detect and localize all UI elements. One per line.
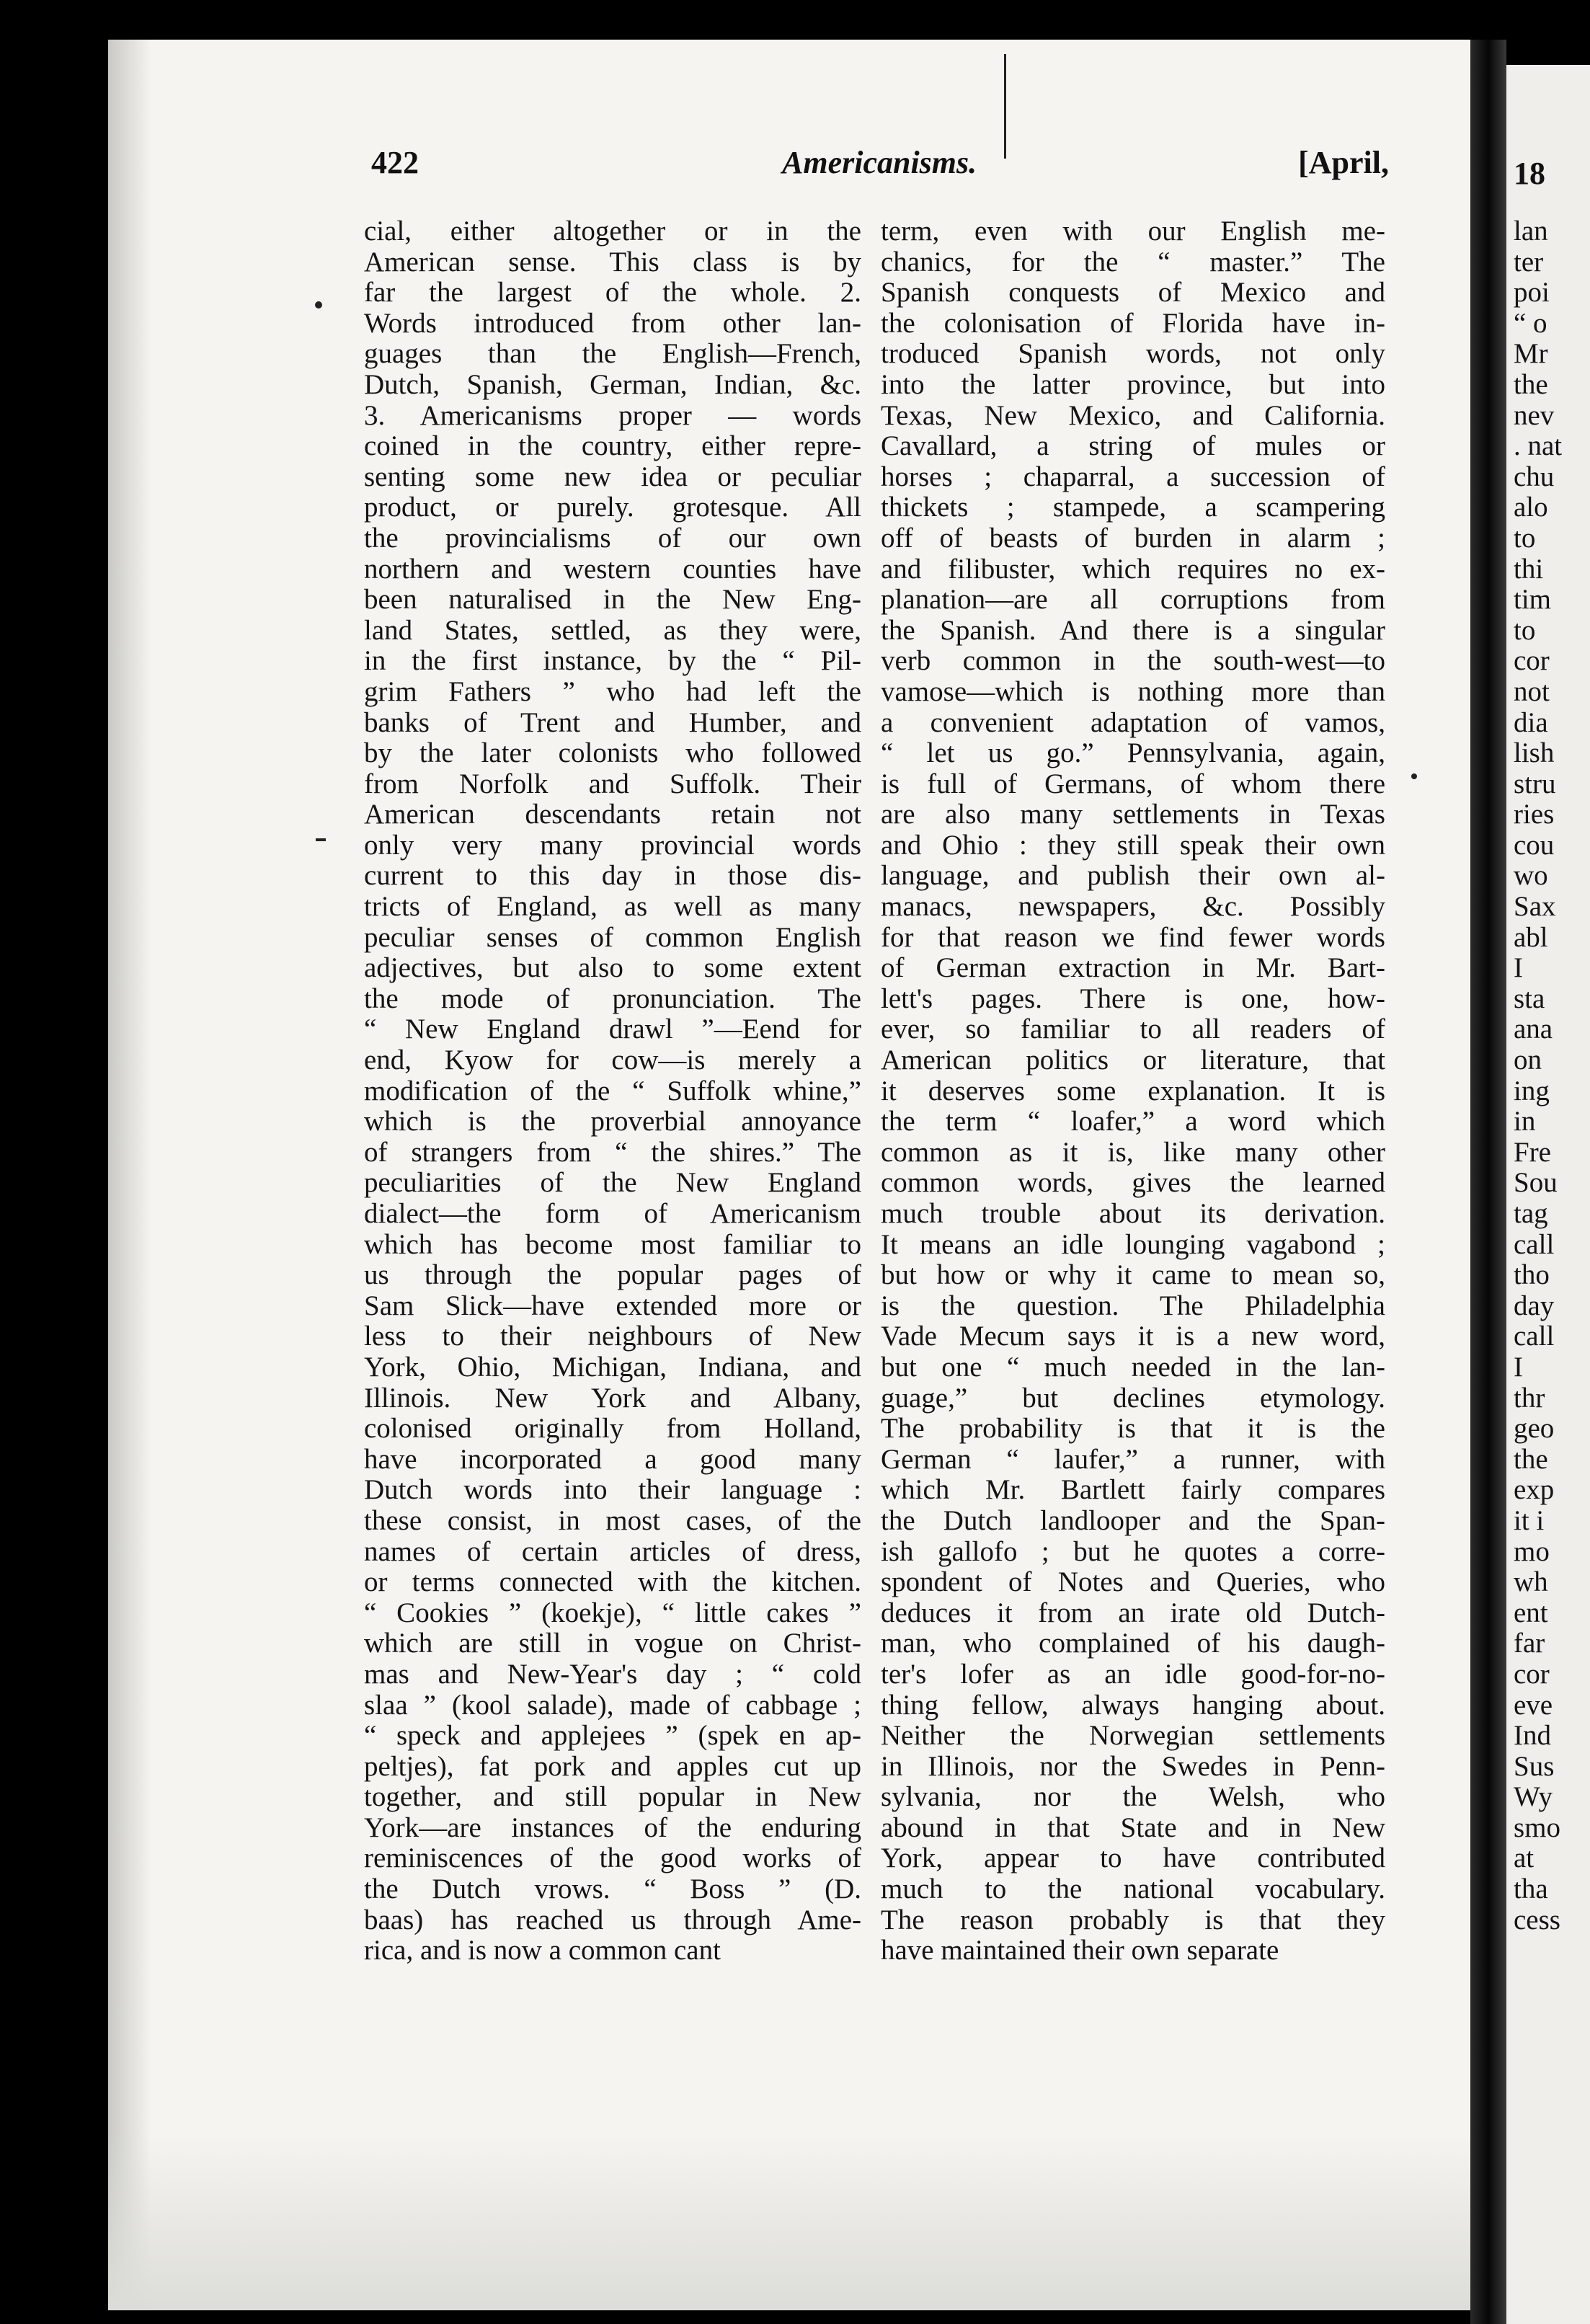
text-line: common as it is, like many other xyxy=(881,1137,1385,1168)
text-line: Spanish conquests of Mexico and xyxy=(881,278,1385,309)
text-line: far the largest of the whole. 2. xyxy=(364,278,861,309)
text-line: tag xyxy=(1514,1198,1548,1229)
gutter-line xyxy=(1004,54,1006,159)
text-line: baas) has reached us through Ame- xyxy=(364,1904,861,1935)
header-month: [April, xyxy=(1298,145,1389,180)
text-line: Neither the Norwegian settlements xyxy=(881,1721,1385,1752)
text-line: to xyxy=(1514,522,1536,554)
text-line: “ o xyxy=(1514,307,1547,339)
text-line: It means an idle lounging vagabond ; xyxy=(881,1229,1385,1260)
text-line: the Dutch landlooper and the Span- xyxy=(881,1505,1385,1536)
text-line: land States, settled, as they were, xyxy=(364,615,861,646)
facing-page-header: 18 xyxy=(1514,156,1545,191)
text-line: slaa ” (kool salade), made of cabbage ; xyxy=(364,1690,861,1721)
text-line: verb common in the south-west—to xyxy=(881,646,1385,677)
text-line: call xyxy=(1514,1228,1555,1260)
text-line: from Norfolk and Suffolk. Their xyxy=(364,768,861,799)
text-line: the Spanish. And there is a singular xyxy=(881,615,1385,646)
text-line: American sense. This class is by xyxy=(364,247,861,278)
text-line: Dutch, Spanish, German, Indian, &c. xyxy=(364,369,861,400)
text-line: German “ laufer,” a runner, with xyxy=(881,1444,1385,1475)
text-line: and filibuster, which requires no ex- xyxy=(881,554,1385,585)
text-line: York, Ohio, Michigan, Indiana, and xyxy=(364,1352,861,1383)
text-line: thi xyxy=(1514,553,1544,585)
text-line: been naturalised in the New Eng- xyxy=(364,585,861,616)
text-line: abl xyxy=(1514,921,1548,953)
text-line: the Dutch vrows. “ Boss ” (D. xyxy=(364,1874,861,1905)
text-line: the term “ loafer,” a word which xyxy=(881,1106,1385,1137)
text-line: day xyxy=(1514,1290,1555,1321)
text-line: ing xyxy=(1514,1075,1550,1106)
text-line: mo xyxy=(1514,1535,1550,1567)
text-line: 3. Americanisms proper — words xyxy=(364,400,861,431)
text-line: Sam Slick—have extended more or xyxy=(364,1290,861,1321)
text-line: thr xyxy=(1514,1382,1545,1414)
text-line: much trouble about its derivation. xyxy=(881,1199,1385,1229)
text-line: language, and publish their own al- xyxy=(881,861,1385,892)
text-line: Sax xyxy=(1514,891,1556,923)
text-line: horses ; chaparral, a succession of xyxy=(881,461,1385,492)
text-line: it deserves some explanation. It is xyxy=(881,1075,1385,1106)
text-line: planation—are all corruptions from xyxy=(881,585,1385,616)
text-line: . nat xyxy=(1514,430,1563,462)
text-line: the provincialisms of our own xyxy=(364,523,861,554)
running-title: Americanisms. xyxy=(782,145,977,180)
text-line: off of beasts of burden in alarm ; xyxy=(881,523,1385,554)
text-line: lan xyxy=(1514,216,1548,247)
text-line: cess xyxy=(1514,1904,1560,1935)
text-line: modification of the “ Suffolk whine,” xyxy=(364,1075,861,1106)
page-bottom-margin xyxy=(108,2134,1470,2310)
text-line: mas and New-Year's day ; “ cold xyxy=(364,1659,861,1690)
text-line: ish gallofo ; but he quotes a corre- xyxy=(881,1536,1385,1567)
text-line: into the latter province, but into xyxy=(881,369,1385,400)
text-line: “ Cookies ” (koekje), “ little cakes ” xyxy=(364,1597,861,1628)
text-line: a convenient adaptation of vamos, xyxy=(881,707,1385,738)
text-line: Illinois. New York and Albany, xyxy=(364,1383,861,1414)
text-line: the colonisation of Florida have in- xyxy=(881,308,1385,339)
text-line: adjectives, but also to some extent xyxy=(364,953,861,984)
text-line: peltjes), fat pork and apples cut up xyxy=(364,1751,861,1782)
text-line: “ let us go.” Pennsylvania, again, xyxy=(881,738,1385,769)
text-line: peculiar senses of common English xyxy=(364,922,861,953)
text-line: Dutch words into their language : xyxy=(364,1475,861,1506)
text-line: Ind xyxy=(1514,1720,1551,1752)
text-line: The reason probably is that they xyxy=(881,1904,1385,1935)
text-line: I xyxy=(1514,952,1523,984)
text-line: Words introduced from other lan- xyxy=(364,308,861,339)
margin-dash xyxy=(316,838,326,841)
text-line: which has become most familiar to xyxy=(364,1229,861,1260)
book-spine xyxy=(1470,40,1506,2324)
text-line: chu xyxy=(1514,461,1555,492)
text-line: lish xyxy=(1514,737,1555,769)
text-line: Vade Mecum says it is a new word, xyxy=(881,1321,1385,1352)
text-line: ter's lofer as an idle good-for-no- xyxy=(881,1659,1385,1690)
text-line: names of certain articles of dress, xyxy=(364,1536,861,1567)
text-line: wh xyxy=(1514,1566,1548,1598)
text-line: tim xyxy=(1514,584,1552,616)
text-line: nev xyxy=(1514,399,1555,431)
text-line: deduces it from an irate old Dutch- xyxy=(881,1597,1385,1628)
middle-text-column xyxy=(881,216,1385,1966)
text-line: product, or purely. grotesque. All xyxy=(364,492,861,523)
text-line: these consist, in most cases, of the xyxy=(364,1505,861,1536)
text-line: call xyxy=(1514,1321,1555,1352)
text-line: are also many settlements in Texas xyxy=(881,799,1385,830)
text-line: man, who complained of his daugh- xyxy=(881,1628,1385,1659)
text-line: ter xyxy=(1514,246,1544,278)
text-line: guage,” but declines etymology. xyxy=(881,1383,1385,1414)
text-line: us through the popular pages of xyxy=(364,1260,861,1291)
text-line: it i xyxy=(1514,1504,1545,1536)
text-line: term, even with our English me- xyxy=(881,216,1385,247)
text-line: have incorporated a good many xyxy=(364,1444,861,1475)
margin-dot xyxy=(1411,773,1417,779)
text-line: chanics, for the “ master.” The xyxy=(881,247,1385,278)
text-line: is full of Germans, of whom there xyxy=(881,768,1385,799)
text-line: vamose—which is nothing more than xyxy=(881,676,1385,707)
text-line: manacs, newspapers, &c. Possibly xyxy=(881,892,1385,923)
text-line: cou xyxy=(1514,829,1555,861)
text-line: York—are instances of the enduring xyxy=(364,1812,861,1843)
text-line: at xyxy=(1514,1842,1535,1874)
text-line: far xyxy=(1514,1628,1545,1659)
text-line: eve xyxy=(1514,1689,1553,1721)
text-line: the mode of pronunciation. The xyxy=(364,983,861,1014)
text-line: thing fellow, always hanging about. xyxy=(881,1690,1385,1721)
text-line: Mr xyxy=(1514,338,1548,370)
text-line: common words, gives the learned xyxy=(881,1168,1385,1199)
left-text-column xyxy=(364,216,861,1966)
text-line: much to the national vocabulary. xyxy=(881,1874,1385,1905)
text-line: which is the proverbial annoyance xyxy=(364,1106,861,1137)
text-line: or terms connected with the kitchen. xyxy=(364,1567,861,1598)
text-line: American descendants retain not xyxy=(364,799,861,830)
text-line: cor xyxy=(1514,1658,1550,1690)
text-line: spondent of Notes and Queries, who xyxy=(881,1567,1385,1598)
text-line: together, and still popular in New xyxy=(364,1782,861,1813)
text-line: tho xyxy=(1514,1259,1550,1291)
text-line: only very many provincial words xyxy=(364,830,861,861)
text-line: geo xyxy=(1514,1413,1555,1445)
text-line: peculiarities of the New England xyxy=(364,1168,861,1199)
text-line: The probability is that it is the xyxy=(881,1414,1385,1445)
text-line: by the later colonists who followed xyxy=(364,738,861,769)
text-line: grim Fathers ” who had left the xyxy=(364,676,861,707)
text-line: but one “ much needed in the lan- xyxy=(881,1352,1385,1383)
text-line: ana xyxy=(1514,1014,1553,1045)
text-line: rica, and is now a common cant xyxy=(364,1935,721,1966)
text-line: less to their neighbours of New xyxy=(364,1321,861,1352)
text-line: cial, either altogether or in the xyxy=(364,216,861,247)
text-line: dialect—the form of Americanism xyxy=(364,1199,861,1229)
text-line: “ New England drawl ”—Eend for xyxy=(364,1014,861,1045)
text-line: current to this day in those dis- xyxy=(364,861,861,892)
text-line: “ speck and applejees ” (spek en ap- xyxy=(364,1721,861,1752)
text-line: of strangers from “ the shires.” The xyxy=(364,1137,861,1168)
text-line: the xyxy=(1514,368,1548,400)
text-line: I xyxy=(1514,1351,1523,1383)
page-shadow xyxy=(108,40,151,2310)
text-line: sta xyxy=(1514,983,1545,1014)
facing-page-text xyxy=(1514,216,1590,1935)
text-line: northern and western counties have xyxy=(364,554,861,585)
text-line: alo xyxy=(1514,492,1548,523)
text-line: to xyxy=(1514,614,1536,646)
text-line: American politics or literature, that xyxy=(881,1045,1385,1076)
text-line: of German extraction in Mr. Bart- xyxy=(881,953,1385,984)
text-line: ent xyxy=(1514,1597,1548,1628)
text-line: is the question. The Philadelphia xyxy=(881,1290,1385,1321)
page-number: 422 xyxy=(371,145,419,180)
text-line: the xyxy=(1514,1443,1548,1475)
text-line: but how or why it came to mean so, xyxy=(881,1260,1385,1291)
text-line: which are still in vogue on Christ- xyxy=(364,1628,861,1659)
text-line: colonised originally from Holland, xyxy=(364,1414,861,1445)
text-line: coined in the country, either repre- xyxy=(364,431,861,462)
text-line: on xyxy=(1514,1045,1542,1076)
text-line: reminiscences of the good works of xyxy=(364,1843,861,1874)
text-line: cor xyxy=(1514,645,1550,677)
text-line: wo xyxy=(1514,860,1548,892)
text-line: ever, so familiar to all readers of xyxy=(881,1014,1385,1045)
text-line: sylvania, nor the Welsh, who xyxy=(881,1782,1385,1813)
text-line: abound in that State and in New xyxy=(881,1812,1385,1843)
text-line: end, Kyow for cow—is merely a xyxy=(364,1045,861,1076)
text-line: have maintained their own separate xyxy=(881,1935,1279,1966)
text-line: senting some new idea or peculiar xyxy=(364,461,861,492)
margin-dot xyxy=(315,301,322,309)
running-header xyxy=(371,144,1389,195)
text-line: smo xyxy=(1514,1811,1561,1843)
text-line: Cavallard, a string of mules or xyxy=(881,431,1385,462)
text-line: ries xyxy=(1514,799,1555,830)
text-line: Wy xyxy=(1514,1781,1553,1813)
text-line: Sou xyxy=(1514,1167,1558,1199)
text-line: in Illinois, nor the Swedes in Penn- xyxy=(881,1751,1385,1782)
text-line: tricts of England, as well as many xyxy=(364,892,861,923)
text-line: troduced Spanish words, not only xyxy=(881,339,1385,370)
text-line: York, appear to have contributed xyxy=(881,1843,1385,1874)
text-line: Fre xyxy=(1514,1136,1551,1168)
text-line: Texas, New Mexico, and California. xyxy=(881,400,1385,431)
text-line: in xyxy=(1514,1106,1536,1137)
text-line: banks of Trent and Humber, and xyxy=(364,707,861,738)
text-line: not xyxy=(1514,675,1550,707)
text-line: lett's pages. There is one, how- xyxy=(881,983,1385,1014)
text-line: Sus xyxy=(1514,1750,1555,1782)
text-line: thickets ; stampede, a scampering xyxy=(881,492,1385,523)
text-line: dia xyxy=(1514,706,1548,738)
text-line: which Mr. Bartlett fairly compares xyxy=(881,1475,1385,1506)
text-line: stru xyxy=(1514,768,1556,799)
text-line: tha xyxy=(1514,1873,1548,1905)
text-line: and Ohio : they still speak their own xyxy=(881,830,1385,861)
text-line: for that reason we find fewer words xyxy=(881,922,1385,953)
text-line: guages than the English—French, xyxy=(364,339,861,370)
text-line: in the first instance, by the “ Pil- xyxy=(364,646,861,677)
text-line: poi xyxy=(1514,277,1550,309)
text-line: exp xyxy=(1514,1474,1555,1506)
